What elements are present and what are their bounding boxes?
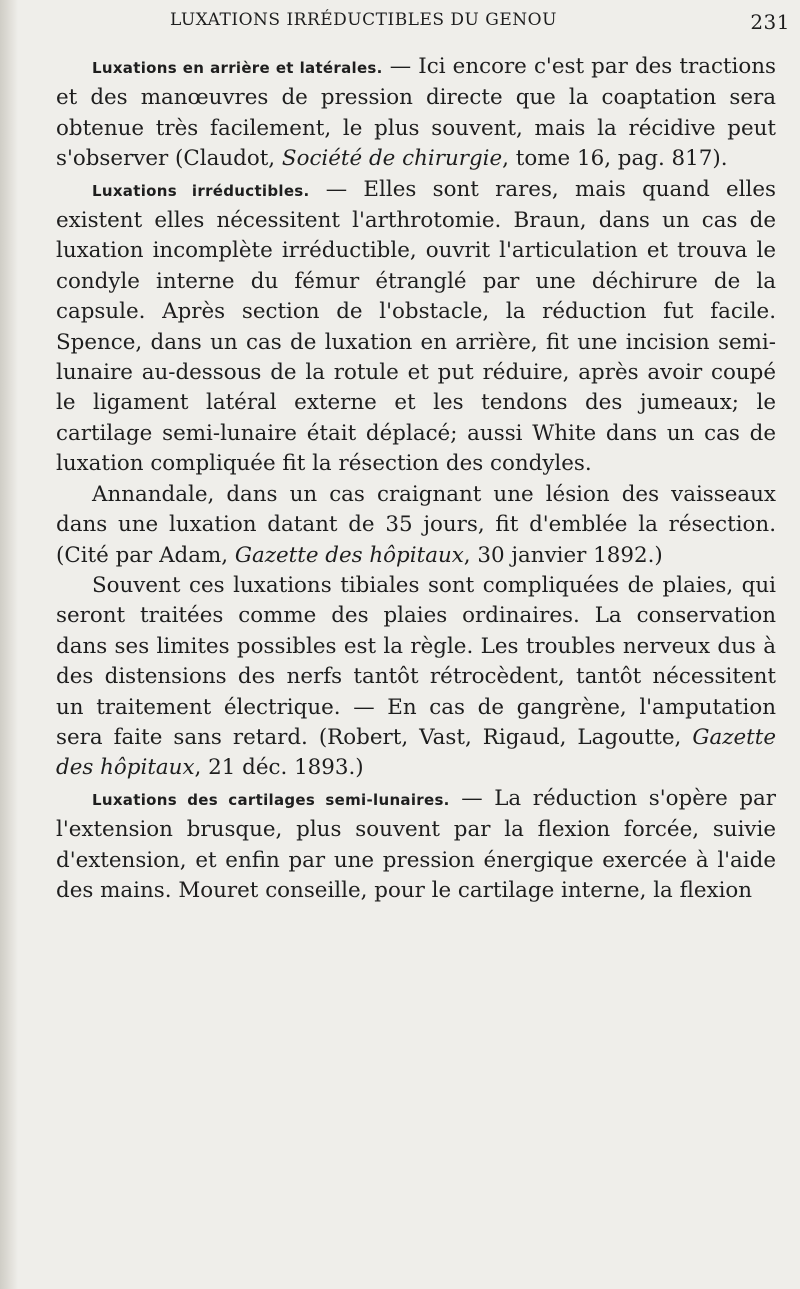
page-header [110, 10, 790, 36]
section-heading: Luxations irréductibles. [92, 181, 310, 200]
paragraph-text: — Ici encore c'est par des tractions et des manœuvres de pression directe que la coaptation sera obtenue très facilement, le plus souvent, mais la récidive peut s'observer (Claudot, [56, 54, 777, 172]
paragraph-text: , 30 janvier 1892.) [463, 542, 663, 568]
paragraph-luxations-en-arriere [56, 52, 776, 175]
paragraph-luxations-tibiales [56, 571, 776, 784]
section-heading: Luxations des cartilages semi-lunaires. [92, 790, 450, 809]
paragraph-text: Souvent ces luxations tibiales sont compliquées de plaies, qui seront traitées comme des plaies ordinaires. La conservation dans ses limites possibles est la règle. Les troubles nerveux dus à des distensions des nerfs tantôt rétrocèdent, tantôt nécessitent un traitement électrique. — En cas de gangrène, l'amputation sera faite sans retard. (Robert, Vast, Rigaud, Lagoutte, [56, 572, 776, 750]
paragraph-text: , tome 16, pag. 817). [502, 146, 728, 172]
paragraph-text: , 21 déc. 1893.) [194, 755, 364, 781]
running-title: LUXATIONS IRRÉDUCTIBLES DU GENOU [170, 10, 557, 30]
body-text [56, 52, 776, 906]
journal-title: Gazette des hôpitaux [234, 542, 464, 568]
page-number: 231 [750, 10, 790, 34]
journal-title: Société de chirurgie [281, 146, 503, 172]
paragraph-cartilages-semi-lunaires [56, 784, 776, 907]
paragraph-text: Annandale, dans un cas craignant une lésion des vaisseaux dans une luxation datant de 35 jours, fit d'emblée la résection. (Cité par Adam, [56, 481, 776, 568]
section-heading: Luxations en arrière et latérales. [92, 59, 383, 77]
paragraph-text: — Elles sont rares, mais quand elles existent elles nécessitent l'arthrotomie. Braun, dans un cas de luxation incomplète irréductible, ouvrit l'articulation et trouva le condyle interne du fémur étranglé par une déchirure de la capsule. Après section de l'obstacle, la réduction fut facile. Spence, dans un cas de luxation en arrière, fit une incision semi-lunaire au-dessous de la rotule et put réduire, après avoir coupé le ligament latéral externe et les tendons des jumeaux; le cartilage semi-lunaire était déplacé; aussi White dans un cas de luxation compliquée fit la résection des condyles. [56, 176, 777, 477]
journal-title: Gazette des hôpitaux [56, 724, 776, 781]
paragraph-annandale [56, 480, 776, 571]
page-binding-edge [0, 0, 18, 1289]
paragraph-luxations-irreductibles [56, 175, 776, 480]
paragraph-text: — La réduction s'opère par l'extension brusque, plus souvent par la flexion forcée, suivie d'extension, et enfin par une pression énergique exercée à l'aide des mains. Mouret conseille, pour le cartilage interne, la flexion [56, 785, 776, 903]
